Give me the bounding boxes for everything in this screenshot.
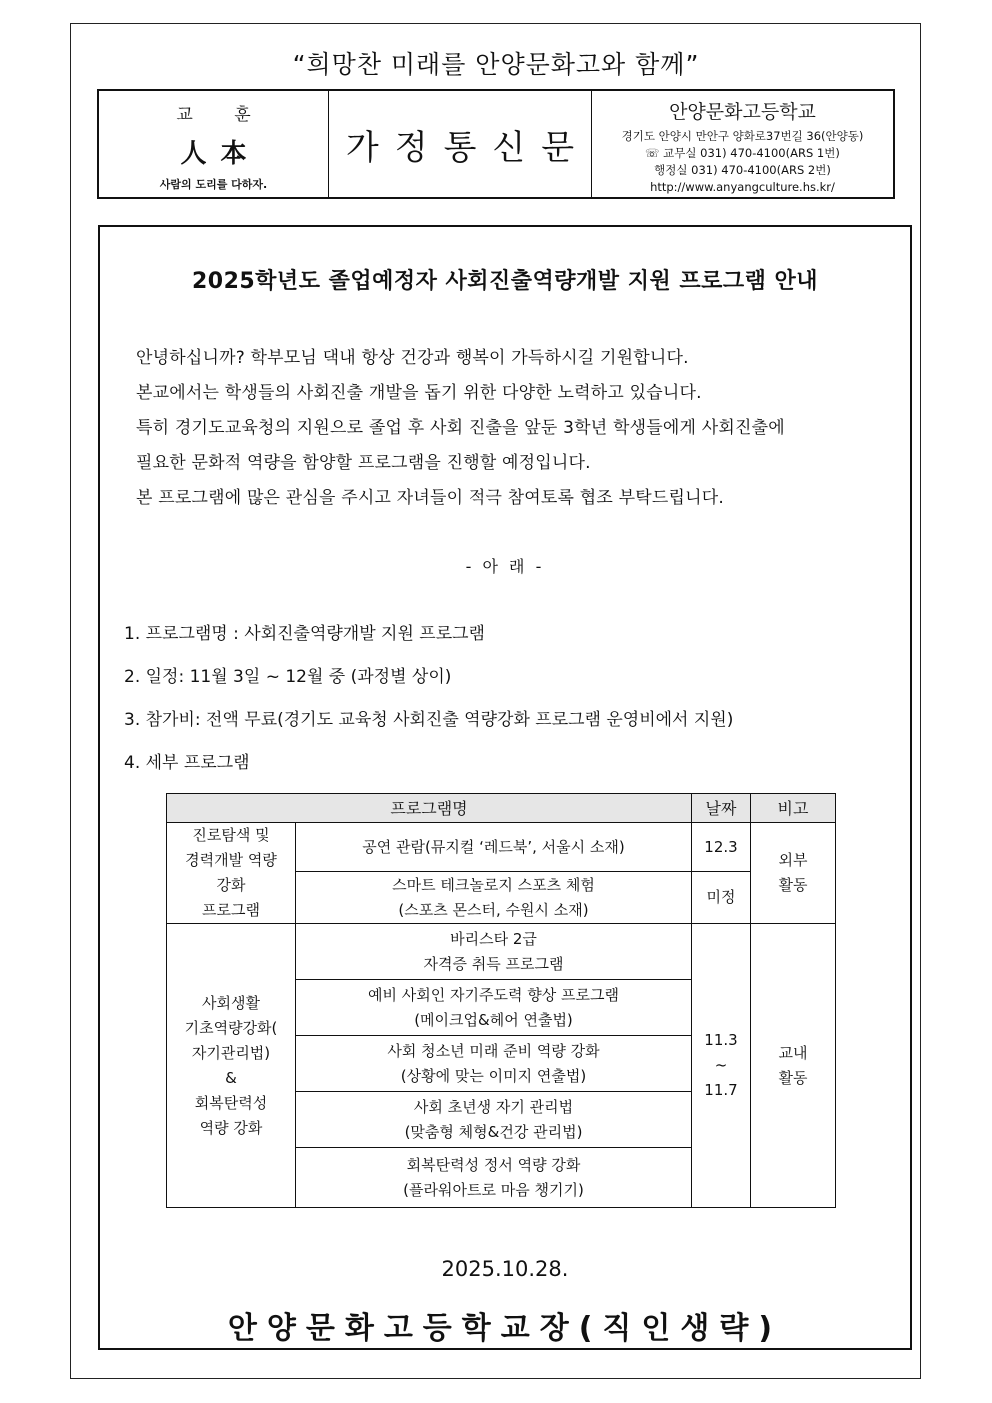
body-line: 특히 경기도교육청의 지원으로 졸업 후 사회 진출을 앞둔 3학년 학생들에게 사회진출에 [136, 418, 785, 438]
category-line: 사회생활 [202, 993, 260, 1012]
school-address: 경기도 안양시 만안구 양화로37번길 36(안양동) [621, 129, 864, 143]
creed-cell [99, 91, 329, 197]
body-line: 본교에서는 학생들의 사회진출 개발을 돕기 위한 다양한 노력하고 있습니다. [136, 383, 702, 403]
phone-academic: ☏ 교무실 031) 470-4100(ARS 1번) [645, 146, 840, 160]
note-cell [751, 823, 836, 924]
note-line: 외부 [778, 851, 808, 869]
category-line: 강화 [216, 876, 246, 894]
program-cell [296, 1092, 692, 1148]
program-cell [296, 980, 692, 1036]
program-line: 공연 관람(뮤지컬 ‘레드북’, 서울시 소재) [362, 837, 625, 856]
header-note: 비고 [751, 794, 836, 823]
creed-label: 교 훈 [176, 105, 269, 125]
program-line: 스마트 테크놀로지 스포츠 체험 [392, 875, 595, 894]
issue-date: 2025.10.28. [441, 1257, 569, 1281]
category-line: 역량 강화 [199, 1118, 263, 1137]
category-line: 진로탐색 및 [192, 826, 270, 844]
category-line: 프로그램 [202, 901, 260, 919]
category-line: 기초역량강화( [184, 1018, 278, 1037]
program-cell [296, 1148, 692, 1208]
note-line: 활동 [778, 1068, 808, 1087]
school-info-cell [592, 91, 893, 197]
program-cell [296, 924, 692, 980]
school-motto: “희망찬 미래를 안양문화고와 함께” [292, 50, 700, 79]
note-cell [751, 924, 836, 1208]
program-cell [296, 1036, 692, 1092]
notice-title: 2025학년도 졸업예정자 사회진출역량개발 지원 프로그램 안내 [191, 269, 819, 294]
date-cell: 미정 [692, 872, 751, 924]
principal-signature: 안양문화고등학교장(직인생략) [227, 1311, 783, 1346]
detail-item: 1. 프로그램명 : 사회진출역량개발 지원 프로그램 [124, 624, 485, 644]
category-line: 회복탄력성 [194, 1093, 268, 1112]
doc-type-cell [329, 91, 592, 197]
table-row [167, 924, 836, 980]
date-line: 11.3 [704, 1031, 738, 1049]
creed-text: 人本 [180, 139, 261, 169]
note-line: 교내 [778, 1043, 808, 1062]
program-line: 회복탄력성 정서 역량 강화 [406, 1155, 581, 1174]
date-cell: 12.3 [692, 823, 751, 872]
category-cell [167, 924, 296, 1208]
program-line: (스포츠 몬스터, 수원시 소재) [398, 900, 589, 919]
category-cell [167, 823, 296, 924]
school-website[interactable]: http://www.anyangculture.hs.kr/ [650, 180, 835, 194]
phone-admin: 행정실 031) 470-4100(ARS 2번) [654, 163, 831, 177]
category-line: 경력개발 역량 [185, 851, 277, 869]
program-line: 사회 초년생 자기 관리법 [413, 1097, 574, 1116]
notice-body [98, 225, 912, 1350]
detail-item: 2. 일정: 11월 3일 ~ 12월 중 (과정별 상이) [124, 667, 452, 687]
program-cell [296, 872, 692, 924]
program-line: 예비 사회인 자기주도력 향상 프로그램 [368, 985, 619, 1004]
program-line: (메이크업&헤어 연출법) [414, 1010, 573, 1029]
program-cell [296, 823, 692, 872]
program-line: 바리스타 2급 [450, 929, 537, 948]
detail-items [124, 619, 733, 791]
detail-item: 4. 세부 프로그램 [124, 753, 250, 773]
table-row [167, 823, 836, 872]
body-line: 본 프로그램에 많은 관심을 주시고 자녀들이 적극 참여토록 협조 부탁드립니다. [136, 488, 724, 508]
program-line: (플라워아트로 마음 챙기기) [403, 1180, 584, 1199]
table-header-row [167, 794, 836, 823]
program-table [166, 793, 836, 1208]
program-line: (상황에 맞는 이미지 연출법) [400, 1066, 587, 1085]
header-date: 날짜 [692, 794, 751, 823]
greeting-paragraph [136, 341, 886, 516]
creed-subtitle: 사람의 도리를 다하자. [159, 178, 268, 191]
doc-type-title: 가정통신문 [345, 127, 591, 168]
category-line: & [225, 1068, 237, 1087]
program-line: 사회 청소년 미래 준비 역량 강화 [387, 1041, 600, 1060]
note-line: 활동 [778, 876, 808, 894]
category-line: 자기관리법) [191, 1043, 271, 1062]
details-separator: - 아 래 - [465, 557, 545, 576]
header-program: 프로그램명 [167, 794, 692, 823]
letterhead [97, 89, 895, 199]
detail-item: 3. 참가비: 전액 무료(경기도 교육청 사회진출 역량강화 프로그램 운영비에서 지원) [124, 710, 734, 730]
date-cell [692, 924, 751, 1208]
date-line: ~ [714, 1056, 728, 1074]
body-line: 안녕하십니까? 학부모님 댁내 항상 건강과 행복이 가득하시길 기원합니다. [136, 348, 689, 368]
date-line: 11.7 [704, 1081, 738, 1099]
body-line: 필요한 문화적 역량을 함양할 프로그램을 진행할 예정입니다. [136, 453, 591, 473]
program-line: (맞춤형 체형&건강 관리법) [404, 1122, 583, 1141]
school-name: 안양문화고등학교 [669, 101, 816, 123]
program-line: 자격증 취득 프로그램 [423, 954, 564, 973]
